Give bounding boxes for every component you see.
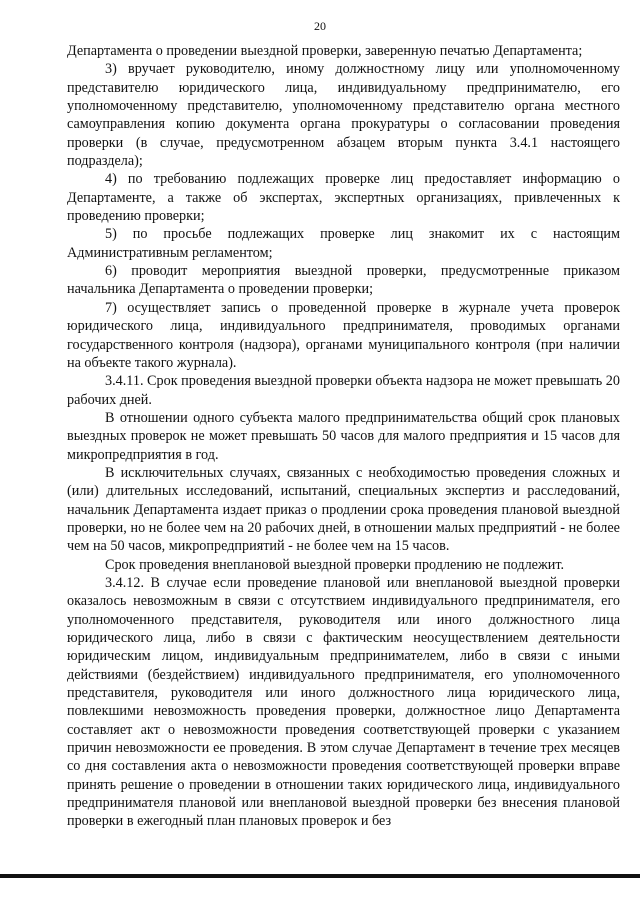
document-body <box>67 42 620 831</box>
paragraph-item-4: 4) по требованию подлежащих проверке лиц предоставляет информацию о Департаменте, а также об экспертах, экспертных организациях, привлеченных к проведению проверки; <box>67 171 620 225</box>
paragraph-unscheduled-term: Срок проведения внеплановой выездной проверки продлению не подлежит. <box>105 556 565 573</box>
paragraph-exceptional-cases: В исключительных случаях, связанных с необходимостью проведения сложных и (или) длительных исследований, испытаний, специальных экспертиз и расследований, начальник Департамента издает приказ о продлении срока проведения плановой выездной проверки, но не более чем на 20 рабочих дней, в отношении малых предприятий - не более чем на 50 часов, микропредприятий - не более чем на 15 часов. <box>67 464 620 555</box>
paragraph-item-6: 6) проводит мероприятия выездной проверки, предусмотренные приказом начальника Департамента о проведении проверки; <box>67 263 620 298</box>
paragraph-small-business-limit: В отношении одного субъекта малого предпринимательства общий срок плановых выездных проверок не может превышать 50 часов для малого предприятия и 15 часов для микропредприятия в год. <box>67 409 620 463</box>
paragraph-item-7: 7) осуществляет запись о проведенной проверке в журнале учета проверок юридического лица, индивидуального предпринимателя, проводимых органами государственного контроля (надзора), органами муниципального контроля (при наличии на объекте такого журнала). <box>67 299 620 371</box>
paragraph-item-3: 3) вручает руководителю, иному должностному лицу или уполномоченному представителю юридического лица, индивидуальному предпринимателю, его уполномоченному представителю, уполномоченному представителю органа местного самоуправления копию документа органа прокуратуры о согласовании проведения проверки (в случае, предусмотренном абзацем вторым пункта 3.4.1 настоящего подраздела); <box>67 61 620 170</box>
paragraph-continuation: Департамента о проведении выездной проверки, заверенную печатью Департамента; <box>67 43 583 59</box>
bottom-rule <box>0 874 640 878</box>
paragraph-3-4-11: 3.4.11. Срок проведения выездной проверки объекта надзора не может превышать 20 рабочих дней. <box>67 373 620 408</box>
paragraph-item-5: 5) по просьбе подлежащих проверке лиц знакомит их с настоящим Административным регламентом; <box>67 226 620 261</box>
paragraph-3-4-12: 3.4.12. В случае если проведение плановой или внеплановой выездной проверки оказалось невозможным в связи с отсутствием индивидуального предпринимателя, его уполномоченного представителя, руководителя или иного должностного лица юридического лица, либо в связи с фактическим неосуществлением деятельности юридическим лицом, индивидуальным предпринимателем, либо в связи с иными действиями (бездействием) индивидуального предпринимателя, его уполномоченного представителя, руководителя или иного должностного лица юридического лица, повлекшими невозможность проведения проверки, должностное лицо Департамента составляет акт о невозможности проведения соответствующей проверки с указанием причин невозможности ее проведения. В этом случае Департамент в течение трех месяцев со дня составления акта о невозможности проведения соответствующей проверки вправе принять решение о проведении в отношении таких юридического лица, индивидуального предпринимателя плановой или внеплановой выездной проверки без внесения плановой проверки в ежегодный план плановых проверок и без <box>67 574 620 830</box>
page-number: 20 <box>314 19 326 33</box>
